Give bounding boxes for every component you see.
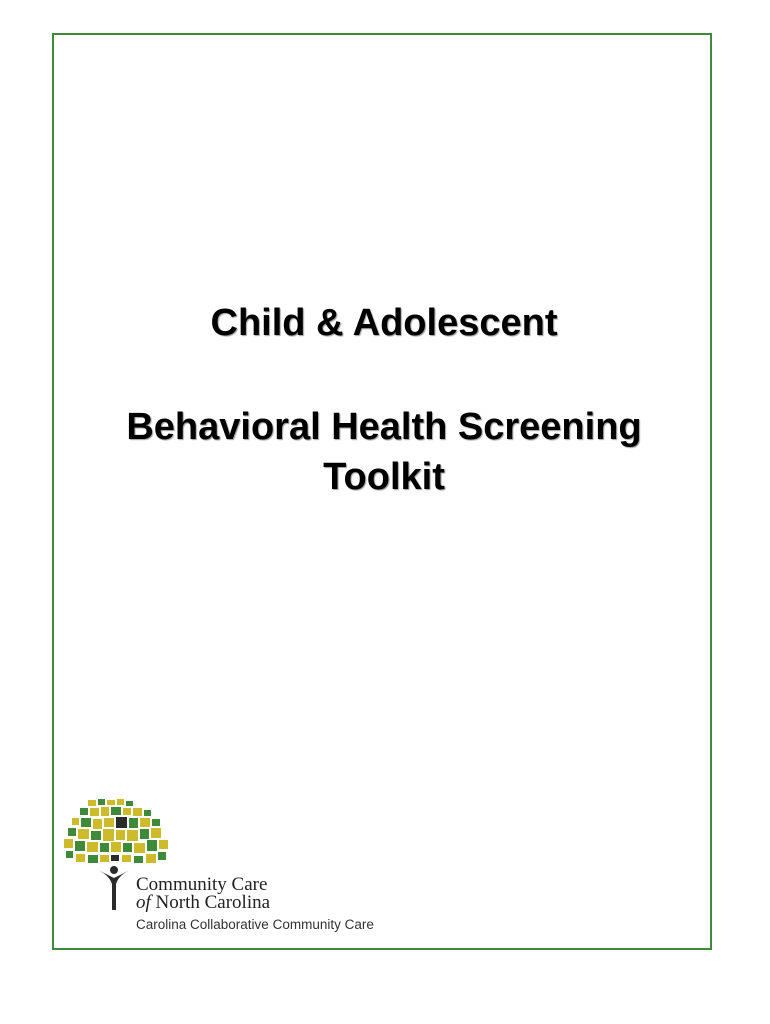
organization-name-state: North Carolina — [150, 892, 271, 913]
organization-name-of: of — [136, 892, 151, 913]
organization-name — [136, 876, 270, 912]
organization-logo — [62, 798, 372, 938]
document-title-line-1: Child & Adolescent — [210, 302, 558, 344]
document-title-line-3: Toolkit — [323, 456, 445, 498]
organization-name-line-2 — [136, 894, 270, 912]
organization-tagline: Carolina Collaborative Community Care — [136, 917, 374, 932]
document-title-line-2: Behavioral Health Screening — [126, 406, 642, 448]
organization-name-line-1: Community Care — [136, 874, 268, 895]
